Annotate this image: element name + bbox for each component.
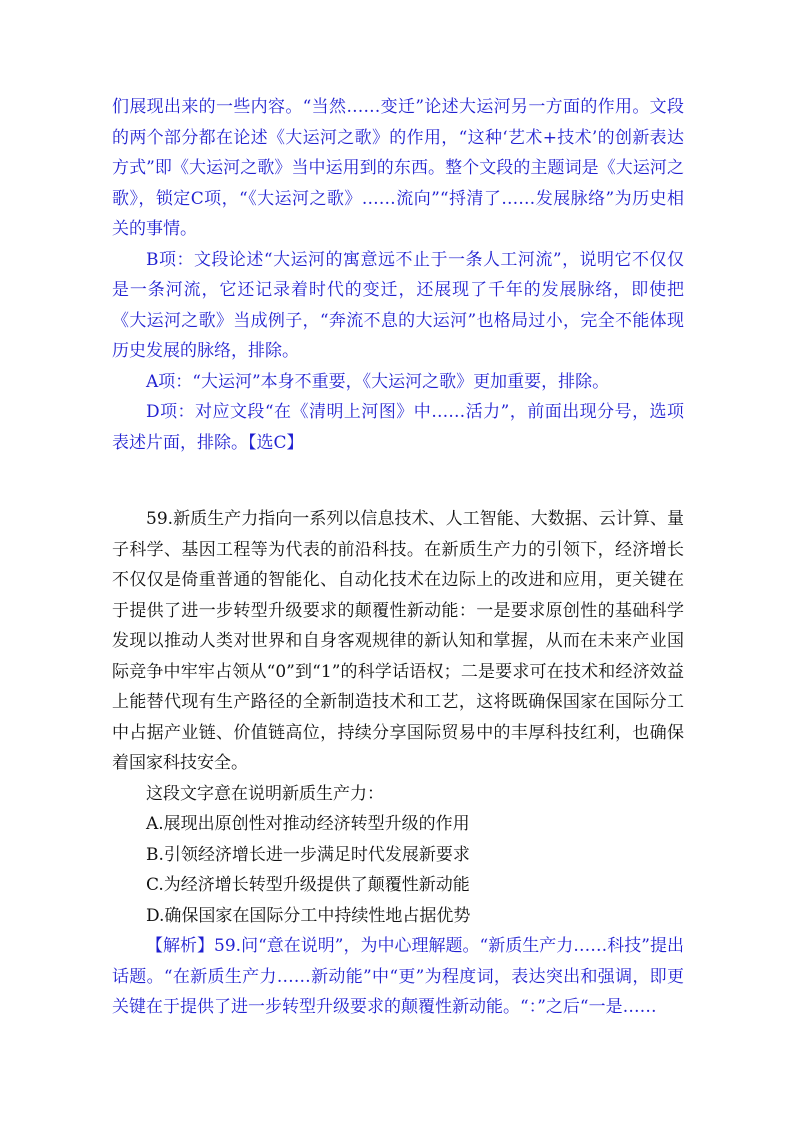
analysis-paragraph	[112, 931, 684, 1023]
option-c: C.为经济增长转型升级提供了颠覆性新动能	[146, 875, 470, 895]
analysis-option-a: A项：“大运河”本身不重要，《大运河之歌》更加重要，排除。	[146, 371, 610, 392]
analysis-option-b: B项：文段论述“大运河的寓意远不止于一条人工河流”，说明它不仅仅是一条河流，它还记录着时代的变迁，还展现了千年的发展脉络，即使把《大运河之歌》当成例子，“奔流不息的大运河”也格局过小，完全不能体现历史发展的脉络，排除。	[112, 249, 684, 361]
analysis-option-d: D项：对应文段“在《清明上河图》中……活力”，前面出现分号，选项表述片面，排除。【选C】	[112, 402, 684, 453]
analysis-paragraph-1: 们展现出来的一些内容。“当然……变迁”论述大运河另一方面的作用。文段的两个部分都在论述《大运河之歌》的作用，“这种‘艺术+技术’的创新表达方式”即《大运河之歌》当中运用到的东西。整个文段的主题词是《大运河之歌》，锁定C项，“《大运河之歌》……流向”“捋清了……发展脉络”为历史相关的事情。	[112, 97, 684, 239]
analysis-text: 59.问“意在说明”，为中心理解题。“新质生产力……科技”提出话题。“在新质生产力……新动能”中“更”为程度词，表达突出和强调，即更关键在于提供了进一步转型升级要求的颠覆性新动能。“：”之后“一是……	[112, 936, 684, 1017]
analysis-tag: 【解析】	[146, 936, 215, 956]
section-gap	[112, 458, 684, 504]
question-stem: 59.新质生产力指向一系列以信息技术、人工智能、大数据、云计算、量子科学、基因工程等为代表的前沿科技。在新质生产力的引领下，经济增长不仅仅是倚重普通的智能化、自动化技术在边际上的改进和应用，更关键在于提供了进一步转型升级要求的颠覆性新动能：一是要求原创性的基础科学发现以推动人类对世界和自身客观规律的新认知和掌握，从而在未来产业国际竞争中牢牢占领从“0”到“1”的科学话语权；二是要求可在技术和经济效益上能替代现有生产路径的全新制造技术和工艺，这将既确保国家在国际分工中占据产业链、价值链高位，持续分享国际贸易中的丰厚科技红利，也确保着国家科技安全。	[112, 509, 684, 773]
option-a: A.展现出原创性对推动经济转型升级的作用	[146, 814, 470, 834]
option-d: D.确保国家在国际分工中持续性地占据优势	[146, 905, 471, 926]
option-b: B.引领经济增长进一步满足时代发展新要求	[146, 844, 470, 865]
question-prompt: 这段文字意在说明新质生产力：	[146, 783, 384, 804]
document-page	[112, 92, 684, 1023]
